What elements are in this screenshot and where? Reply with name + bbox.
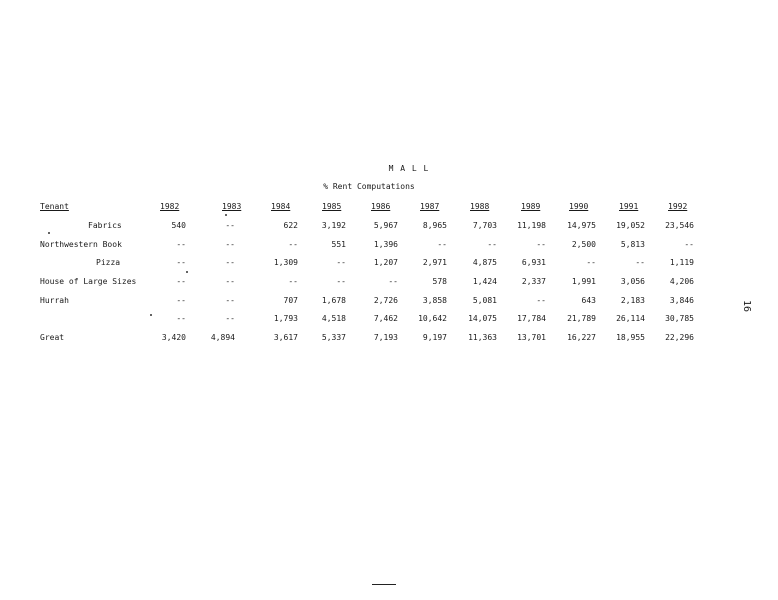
table-cell: 1,424 [472,277,497,286]
table-cell: 4,875 [472,258,497,267]
scan-speck [48,232,50,234]
tenant-name: House of Large Sizes [40,277,137,286]
table-cell: 26,114 [616,314,645,323]
table-cell: 4,894 [210,333,235,342]
table-cell: 11,363 [468,333,497,342]
scan-speck [225,214,227,216]
table-cell: -- [176,258,186,267]
table-cell: 1,207 [373,258,398,267]
table-cell: -- [225,240,235,249]
table-cell: 11,198 [517,221,546,230]
table-cell: -- [586,258,596,267]
table-cell: -- [437,240,447,249]
tenant-name: Fabrics [88,221,122,230]
table-cell: 2,971 [422,258,447,267]
table-cell: 7,193 [373,333,398,342]
table-cell: 5,813 [620,240,645,249]
table-cell: -- [388,277,398,286]
table-cell: 10,642 [418,314,447,323]
table-cell: 13,701 [517,333,546,342]
table-cell: 3,617 [273,333,298,342]
table-cell: 1,119 [669,258,694,267]
column-header-tenant: Tenant [40,202,69,211]
table-cell: 2,500 [571,240,596,249]
table-cell: 5,967 [373,221,398,230]
column-header-1982: 1982 [160,202,180,211]
table-cell: 3,056 [620,277,645,286]
table-cell: 622 [283,221,298,230]
column-header-1991: 1991 [619,202,639,211]
table-cell: 3,858 [422,296,447,305]
table-cell: 707 [283,296,298,305]
table-cell: -- [536,240,546,249]
table-cell: -- [225,258,235,267]
tenant-name: Great [40,333,65,342]
table-cell: 3,420 [161,333,186,342]
table-cell: 14,975 [567,221,596,230]
table-cell: 578 [432,277,447,286]
table-cell: 7,703 [472,221,497,230]
scan-speck [150,314,152,316]
table-cell: 3,846 [669,296,694,305]
table-cell: 7,462 [373,314,398,323]
table-cell: -- [176,296,186,305]
table-cell: 1,793 [273,314,298,323]
table-cell: 18,955 [616,333,645,342]
table-cell: -- [635,258,645,267]
table-cell: 4,518 [321,314,346,323]
column-header-1992: 1992 [668,202,688,211]
column-header-1989: 1989 [521,202,541,211]
table-cell: 6,931 [521,258,546,267]
table-cell: 23,546 [665,221,694,230]
table-cell: -- [288,277,298,286]
column-header-1985: 1985 [322,202,342,211]
document-title: M A L L [388,164,430,173]
tenant-name: Pizza [96,258,121,267]
table-cell: 3,192 [321,221,346,230]
table-cell: -- [288,240,298,249]
table-cell: 2,183 [620,296,645,305]
table-cell: 540 [171,221,186,230]
table-cell: -- [684,240,694,249]
table-cell: 1,678 [321,296,346,305]
column-header-1986: 1986 [371,202,391,211]
table-cell: -- [176,277,186,286]
table-cell: 2,337 [521,277,546,286]
table-cell: 1,991 [571,277,596,286]
table-cell: 14,075 [468,314,497,323]
table-cell: 4,206 [669,277,694,286]
page-number: 16 [741,300,752,313]
scan-speck [186,271,188,273]
table-cell: 21,789 [567,314,596,323]
column-header-1987: 1987 [420,202,440,211]
column-header-1983: 1983 [222,202,242,211]
table-cell: -- [176,240,186,249]
table-cell: 19,052 [616,221,645,230]
table-cell: -- [176,314,186,323]
table-cell: 30,785 [665,314,694,323]
table-cell: 643 [581,296,596,305]
table-cell: 551 [331,240,346,249]
table-cell: 8,965 [422,221,447,230]
table-cell: 2,726 [373,296,398,305]
footer-rule [372,584,396,585]
column-header-1990: 1990 [569,202,589,211]
document-subtitle: % Rent Computations [323,182,415,191]
table-cell: 16,227 [567,333,596,342]
table-cell: 1,309 [273,258,298,267]
table-cell: -- [225,296,235,305]
column-header-1988: 1988 [470,202,490,211]
column-header-1984: 1984 [271,202,291,211]
table-cell: 5,081 [472,296,497,305]
tenant-name: Hurrah [40,296,69,305]
table-cell: -- [336,258,346,267]
table-cell: -- [225,314,235,323]
table-cell: 5,337 [321,333,346,342]
table-cell: 17,784 [517,314,546,323]
table-cell: -- [225,221,235,230]
table-cell: -- [536,296,546,305]
table-cell: -- [225,277,235,286]
table-cell: 22,296 [665,333,694,342]
table-cell: -- [487,240,497,249]
table-cell: 9,197 [422,333,447,342]
table-cell: -- [336,277,346,286]
tenant-name: Northwestern Book [40,240,122,249]
table-cell: 1,396 [373,240,398,249]
